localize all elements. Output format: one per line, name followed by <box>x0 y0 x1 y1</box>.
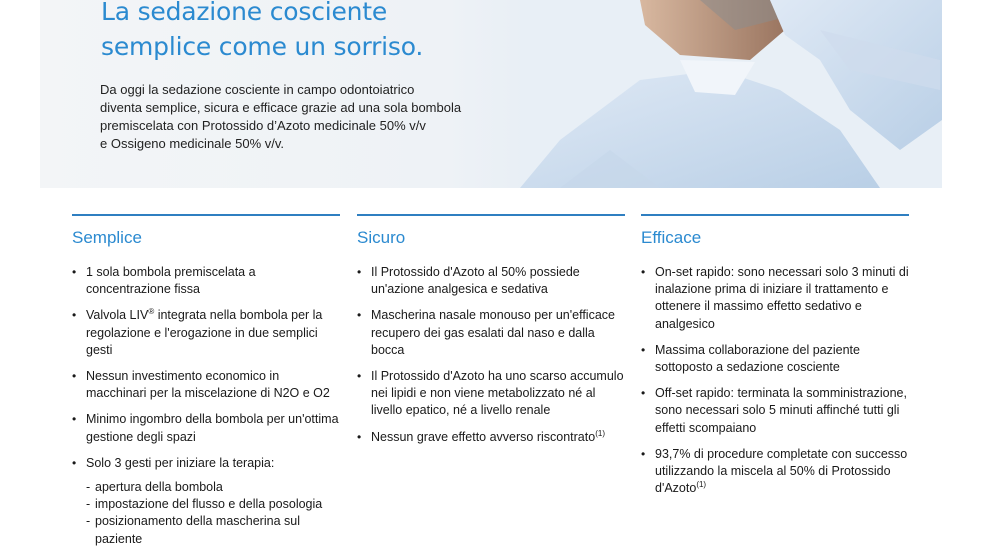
list-item-text: Il Protossido d'Azoto al 50% possiede un'azione analgesica e sedativa <box>371 265 580 297</box>
column-title: Efficace <box>641 228 702 247</box>
hero-banner <box>40 0 942 188</box>
list-item-text: Valvola LIV <box>86 308 149 323</box>
sub-list <box>86 479 340 548</box>
list-item <box>72 264 340 298</box>
sub-list-item: - apertura della bombola <box>86 479 340 496</box>
hero-title <box>101 0 423 64</box>
hero-photo-man-relaxing <box>520 0 942 188</box>
column-sicuro <box>357 214 625 455</box>
hero-title-line-2: semplice come un sorriso. <box>101 32 424 61</box>
list-item <box>357 307 625 359</box>
column-title: Semplice <box>72 228 142 247</box>
list-item-text: 93,7% di procedure completate con successo utilizzando la miscela al 50% di Protossido d'Azoto <box>655 446 908 496</box>
footnote-ref: (1) <box>696 480 707 490</box>
hero-text-line-2: diventa semplice, sicura e efficace grazie ad una sola bombola <box>100 100 462 115</box>
list-item <box>641 385 909 437</box>
list-item-text: Minimo ingombro della bombola per un'ottima gestione degli spazi <box>86 412 339 444</box>
feature-list <box>357 264 625 446</box>
list-item-text-cont: integrata nella bombola per la regolazione e l'erogazione in due semplici gesti <box>86 308 323 357</box>
hero-text-line-4: e Ossigeno medicinale 50% v/v. <box>100 136 285 151</box>
column-efficace <box>641 214 909 506</box>
list-item <box>641 446 909 498</box>
hero-title-line-1: La sedazione cosciente <box>101 0 388 26</box>
list-item <box>72 411 340 445</box>
registered-mark: ® <box>148 307 155 317</box>
footnote-ref: (1) <box>595 428 605 438</box>
list-item <box>641 264 909 333</box>
list-item-text: Off-set rapido: terminata la somministrazione, sono necessari solo 5 minuti affinché tutti gli effetti scompaiano <box>655 386 907 435</box>
list-item-text: Nessun grave effetto avverso riscontrato <box>371 429 596 444</box>
list-item <box>72 307 340 359</box>
list-item-text: Mascherina nasale monouso per un'efficace recupero dei gas esalati dal naso e dalla bocca <box>371 308 615 357</box>
list-item <box>357 264 625 298</box>
list-item <box>357 368 625 420</box>
sub-list-item: - impostazione del flusso e della posologia <box>86 496 340 513</box>
sub-list-item: - posizionamento della mascherina sul paziente <box>86 513 340 547</box>
feature-list <box>72 264 340 548</box>
list-item-text: Il Protossido d'Azoto ha uno scarso accumulo nei lipidi e non viene metabolizzato né al livello epatico, né a livello renale <box>371 369 624 418</box>
list-item <box>72 455 340 548</box>
list-item <box>72 368 340 402</box>
hero-text-line-3: premiscelata con Protossido d’Azoto medicinale 50% v/v <box>100 118 426 133</box>
list-item-text: On-set rapido: sono necessari solo 3 minuti di inalazione prima di iniziare il trattamento e ottenere il massimo effetto sedativo e analgesico <box>655 265 909 331</box>
list-item-text: Solo 3 gesti per iniziare la terapia: <box>86 455 275 470</box>
list-item <box>357 429 625 446</box>
hero-text-line-1: Da oggi la sedazione cosciente in campo odontoiatrico <box>100 82 415 97</box>
list-item-text: Massima collaborazione del paziente sottoposto a sedazione cosciente <box>655 342 860 375</box>
column-title: Sicuro <box>357 228 406 247</box>
feature-list <box>641 264 909 497</box>
list-item <box>641 342 909 376</box>
list-item-text: Nessun investimento economico in macchinari per la miscelazione di N2O e O2 <box>86 369 330 401</box>
hero-description <box>100 81 500 153</box>
list-item-text: 1 sola bombola premiscelata a concentrazione fissa <box>86 265 256 297</box>
column-semplice <box>72 214 340 557</box>
